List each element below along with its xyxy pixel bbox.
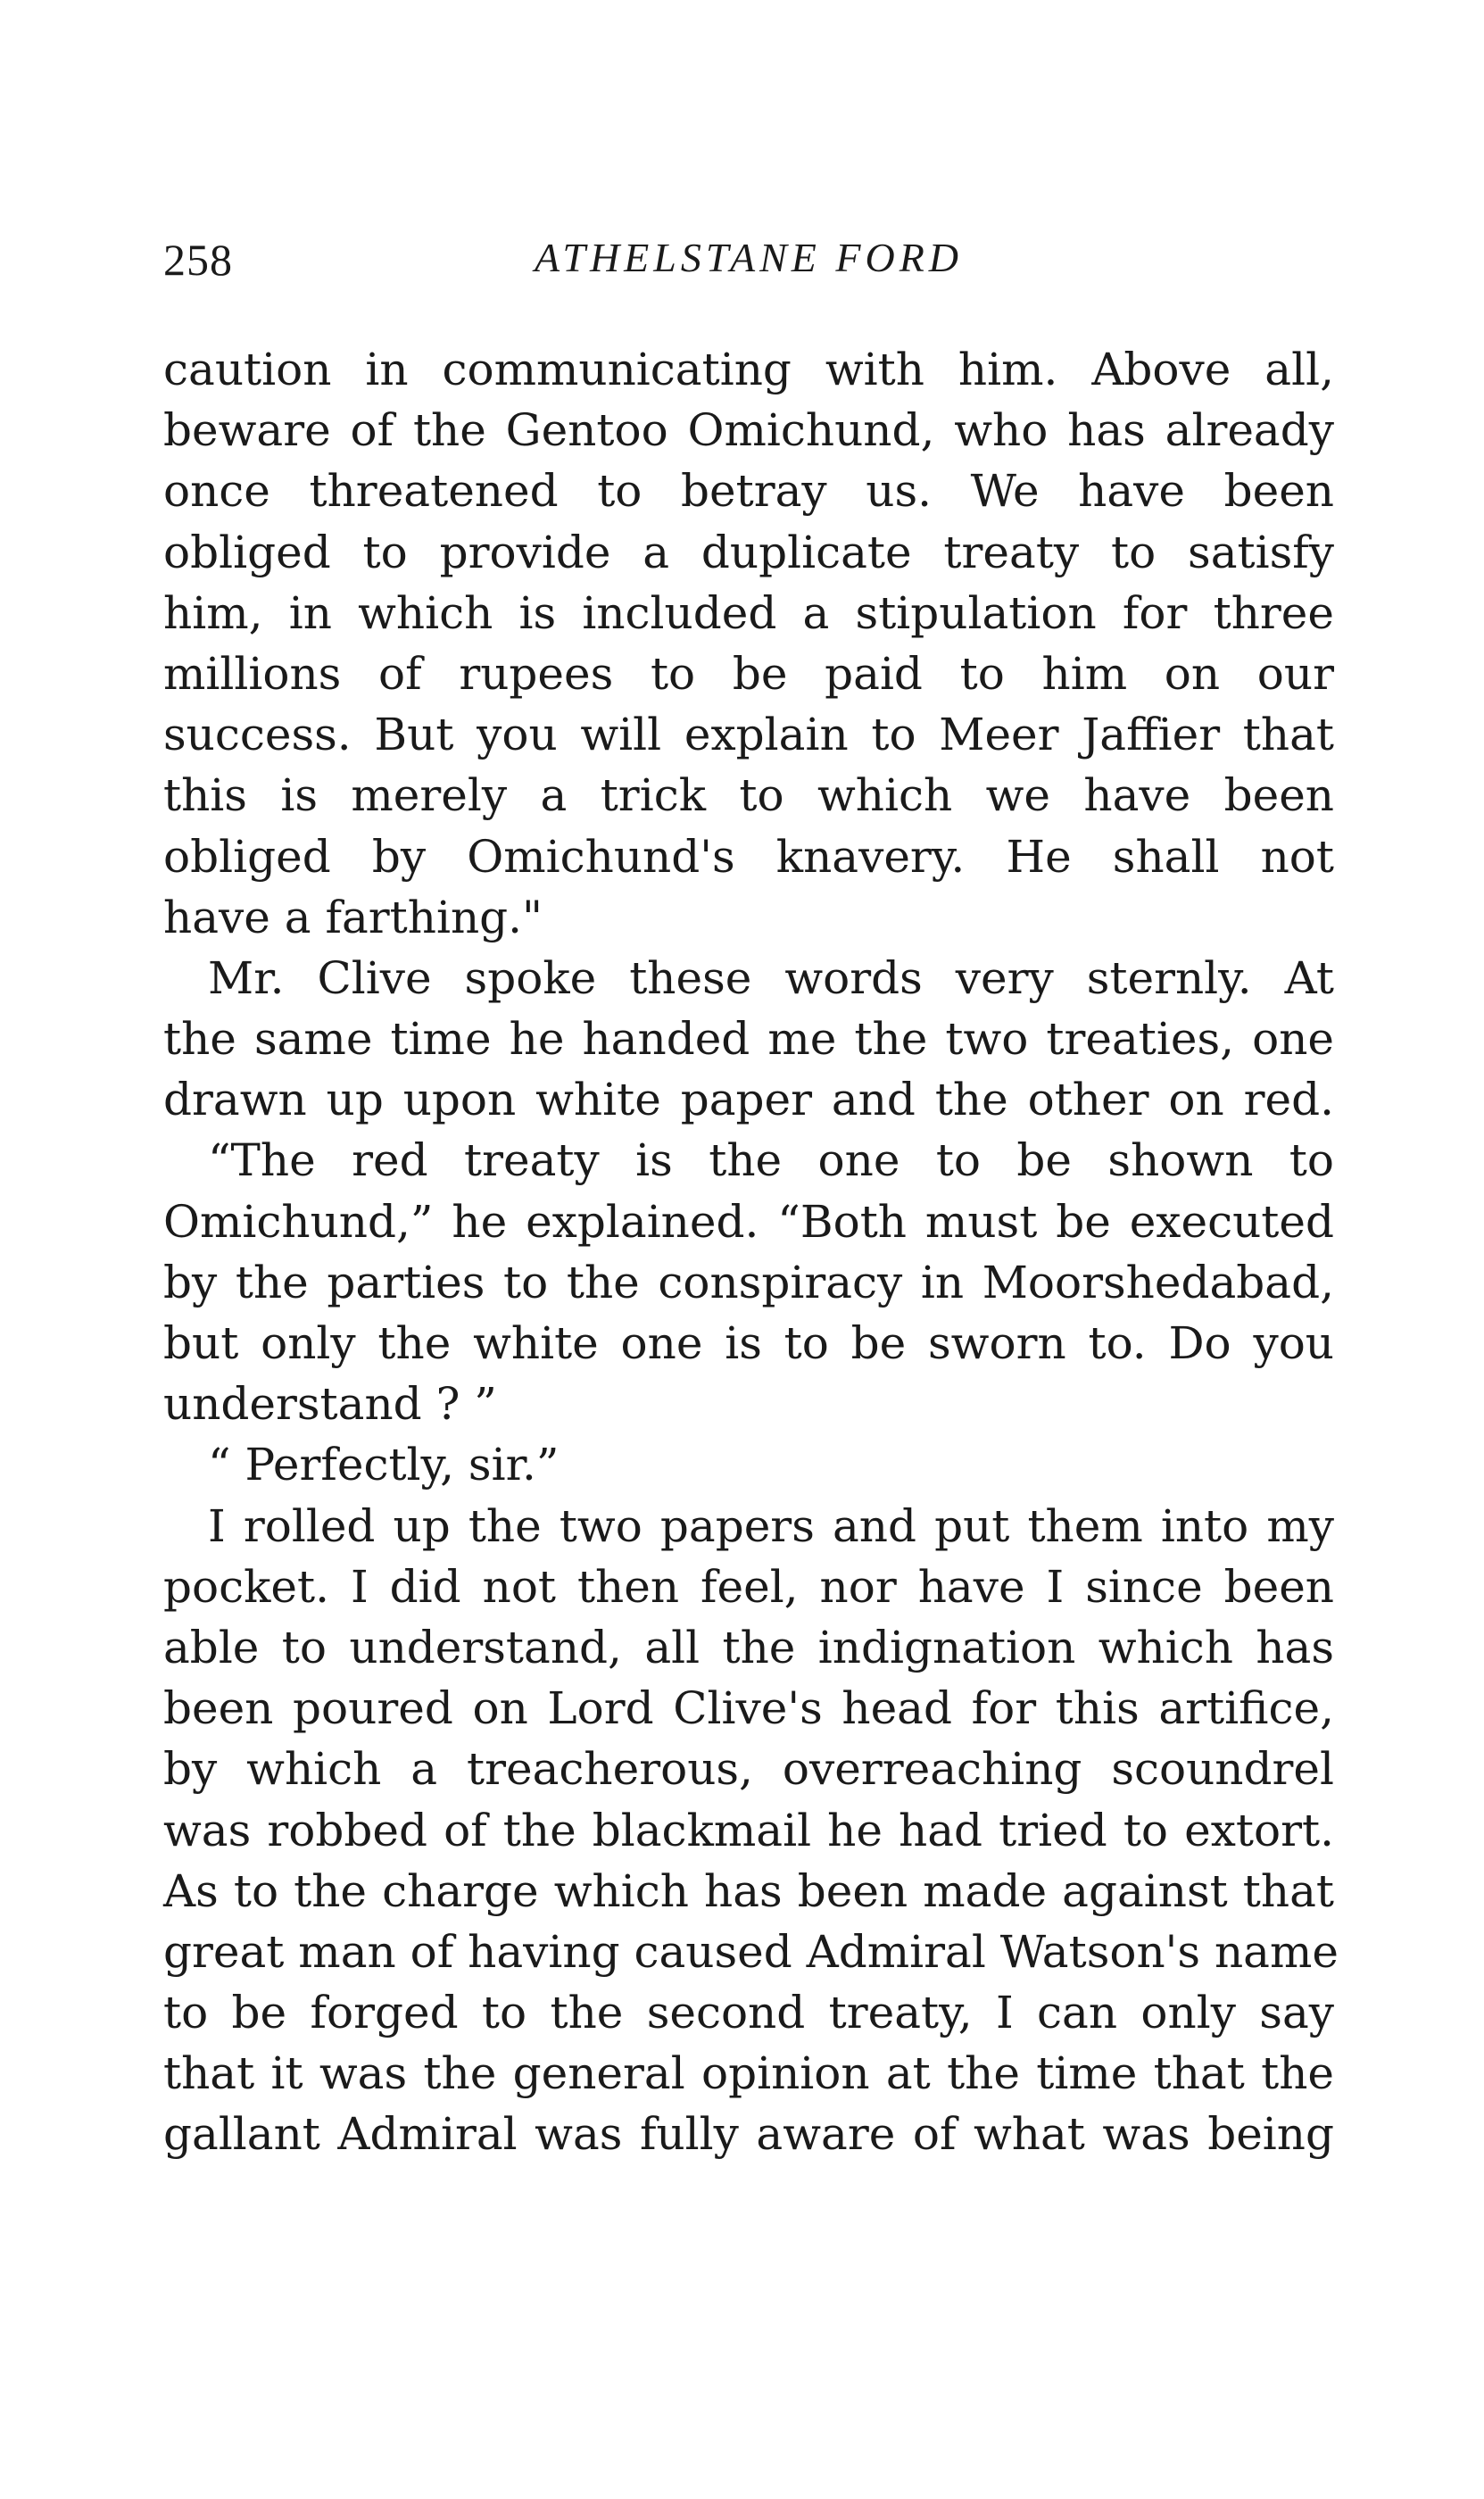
text-line: able to understand, all the indignation which has: [163, 1621, 1334, 1673]
text-line: him, in which is included a stipulation for three: [163, 586, 1334, 639]
text-line: I rolled up the two papers and put them into my: [208, 1499, 1334, 1552]
text-line: Mr. Clive spoke these words very sternly. At: [208, 951, 1334, 1004]
text-line: beware of the Gentoo Omichund, who has already: [163, 404, 1334, 457]
text-line: this is merely a trick to which we have been: [163, 769, 1334, 822]
text-line: success. But you will explain to Meer Jaffier that: [163, 709, 1334, 761]
text-line: once threatened to betray us. We have been: [163, 465, 1334, 518]
text-line: great man of having caused Admiral Watson's name: [163, 1925, 1339, 1978]
text-line: the same time he handed me the two treaties, one: [163, 1013, 1334, 1066]
text-line: to be forged to the second treaty, I can only say: [163, 1987, 1334, 2039]
text-line: that it was the general opinion at the time that the: [163, 2047, 1334, 2100]
text-line: “The red treaty is the one to be shown to: [208, 1134, 1334, 1187]
book-title: ATHELSTANE FORD: [534, 235, 964, 280]
text-line: but only the white one is to be sworn to. Do you: [163, 1317, 1334, 1369]
text-line: drawn up upon white paper and the other on red.: [163, 1074, 1334, 1126]
text-line: “ Perfectly, sir.”: [208, 1439, 560, 1491]
text-line: by which a treacherous, overreaching scoundrel: [163, 1743, 1334, 1796]
text-line: been poured on Lord Clive's head for this artifice,: [163, 1682, 1334, 1735]
body-text: [163, 339, 1339, 2165]
text-line: As to the charge which has been made against that: [163, 1864, 1334, 1917]
text-line: have a farthing.": [163, 891, 543, 943]
text-line: obliged by Omichund's knavery. He shall not: [163, 830, 1334, 883]
running-head: [163, 234, 1334, 296]
text-line: millions of rupees to be paid to him on our: [163, 647, 1334, 700]
page-number: 258: [163, 235, 233, 285]
text-line: gallant Admiral was fully aware of what was being: [163, 2108, 1334, 2161]
text-line: by the parties to the conspiracy in Moorshedabad,: [163, 1256, 1334, 1308]
text-line: caution in communicating with him. Above all,: [163, 344, 1334, 395]
text-line: understand ? ”: [163, 1378, 497, 1431]
text-line: pocket. I did not then feel, nor have I since been: [163, 1560, 1334, 1613]
text-line: obliged to provide a duplicate treaty to satisfy: [163, 526, 1334, 578]
text-line: Omichund,” he explained. “Both must be executed: [163, 1195, 1334, 1248]
text-line: was robbed of the blackmail he had tried to extort.: [163, 1804, 1334, 1856]
